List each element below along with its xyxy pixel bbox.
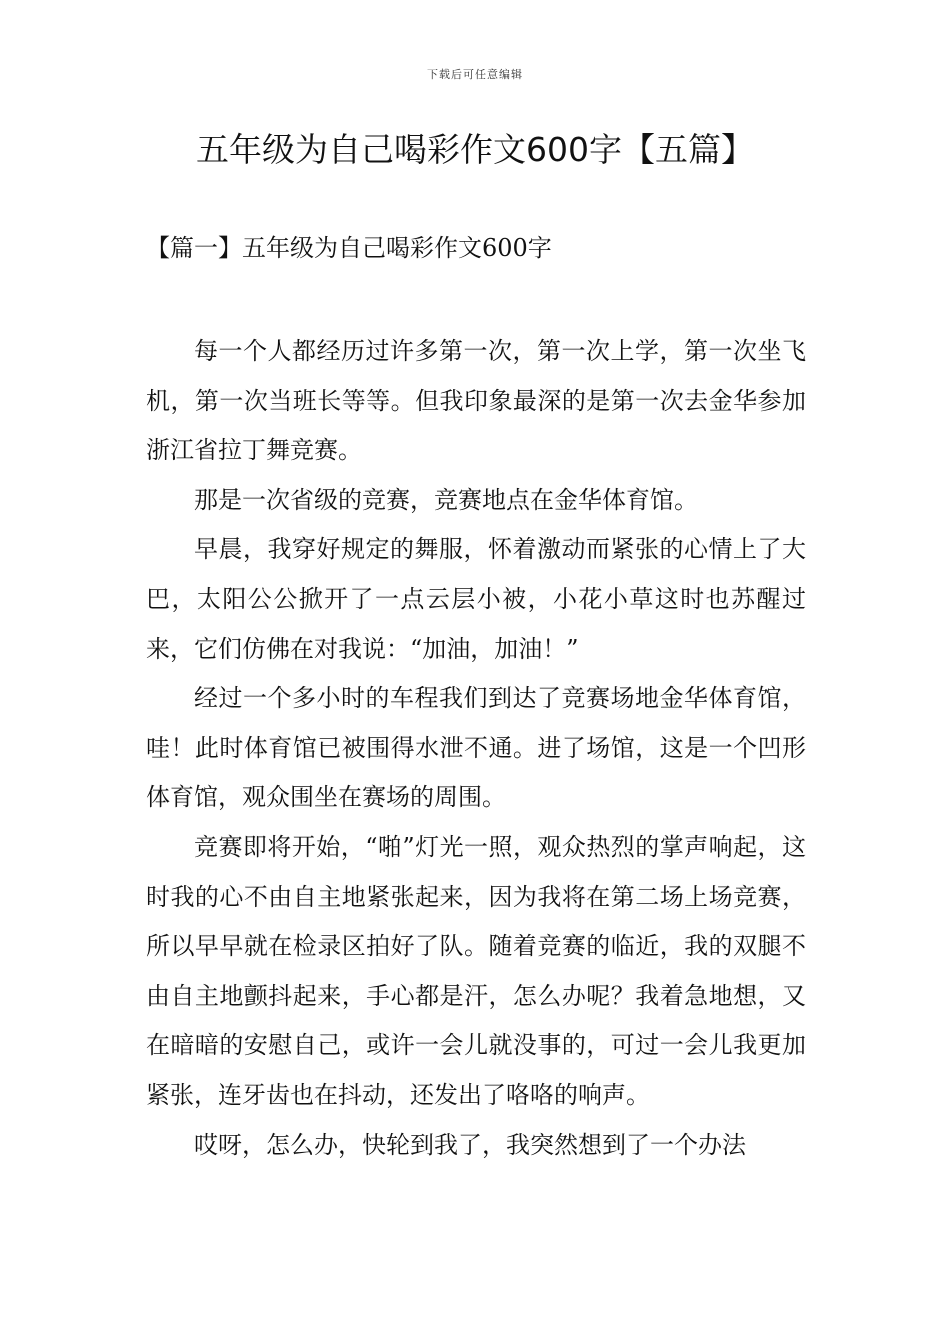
section-heading: 【篇一】五年级为自己喝彩作文600字 (146, 234, 552, 262)
essay-body (146, 327, 806, 1170)
header-note: 下载后可任意编辑 (427, 68, 523, 81)
document-title: 五年级为自己喝彩作文600字【五篇】 (196, 130, 754, 169)
paragraph: 每一个人都经历过许多第一次，第一次上学，第一次坐飞机，第一次当班长等等。但我印象最深的是第一次去金华参加浙江省拉丁舞竞赛。 (146, 337, 806, 465)
paragraph: 那是一次省级的竞赛，竞赛地点在金华体育馆。 (194, 485, 698, 514)
paragraph: 竞赛即将开始，“啪”灯光一照，观众热烈的掌声响起，这时我的心不由自主地紧张起来，因为我将在第二场上场竞赛，所以早早就在检录区拍好了队。随着竞赛的临近，我的双腿不由自主地颤抖起来，手心都是汗，怎么办呢？我着急地想，又在暗暗的安慰自己，或许一会儿就没事的，可过一会儿我更加紧张，连牙齿也在抖动，还发出了咯咯的响声。 (146, 832, 806, 1109)
paragraph: 经过一个多小时的车程我们到达了竞赛场地金华体育馆，哇！此时体育馆已被围得水泄不通。进了场馆，这是一个凹形体育馆，观众围坐在赛场的周围。 (146, 684, 806, 812)
paragraph: 哎呀，怎么办，快轮到我了，我突然想到了一个办法 (194, 1130, 746, 1159)
paragraph: 早晨，我穿好规定的舞服，怀着激动而紧张的心情上了大巴，太阳公公掀开了一点云层小被，小花小草这时也苏醒过来，它们仿佛在对我说：“加油，加油！” (146, 535, 806, 663)
